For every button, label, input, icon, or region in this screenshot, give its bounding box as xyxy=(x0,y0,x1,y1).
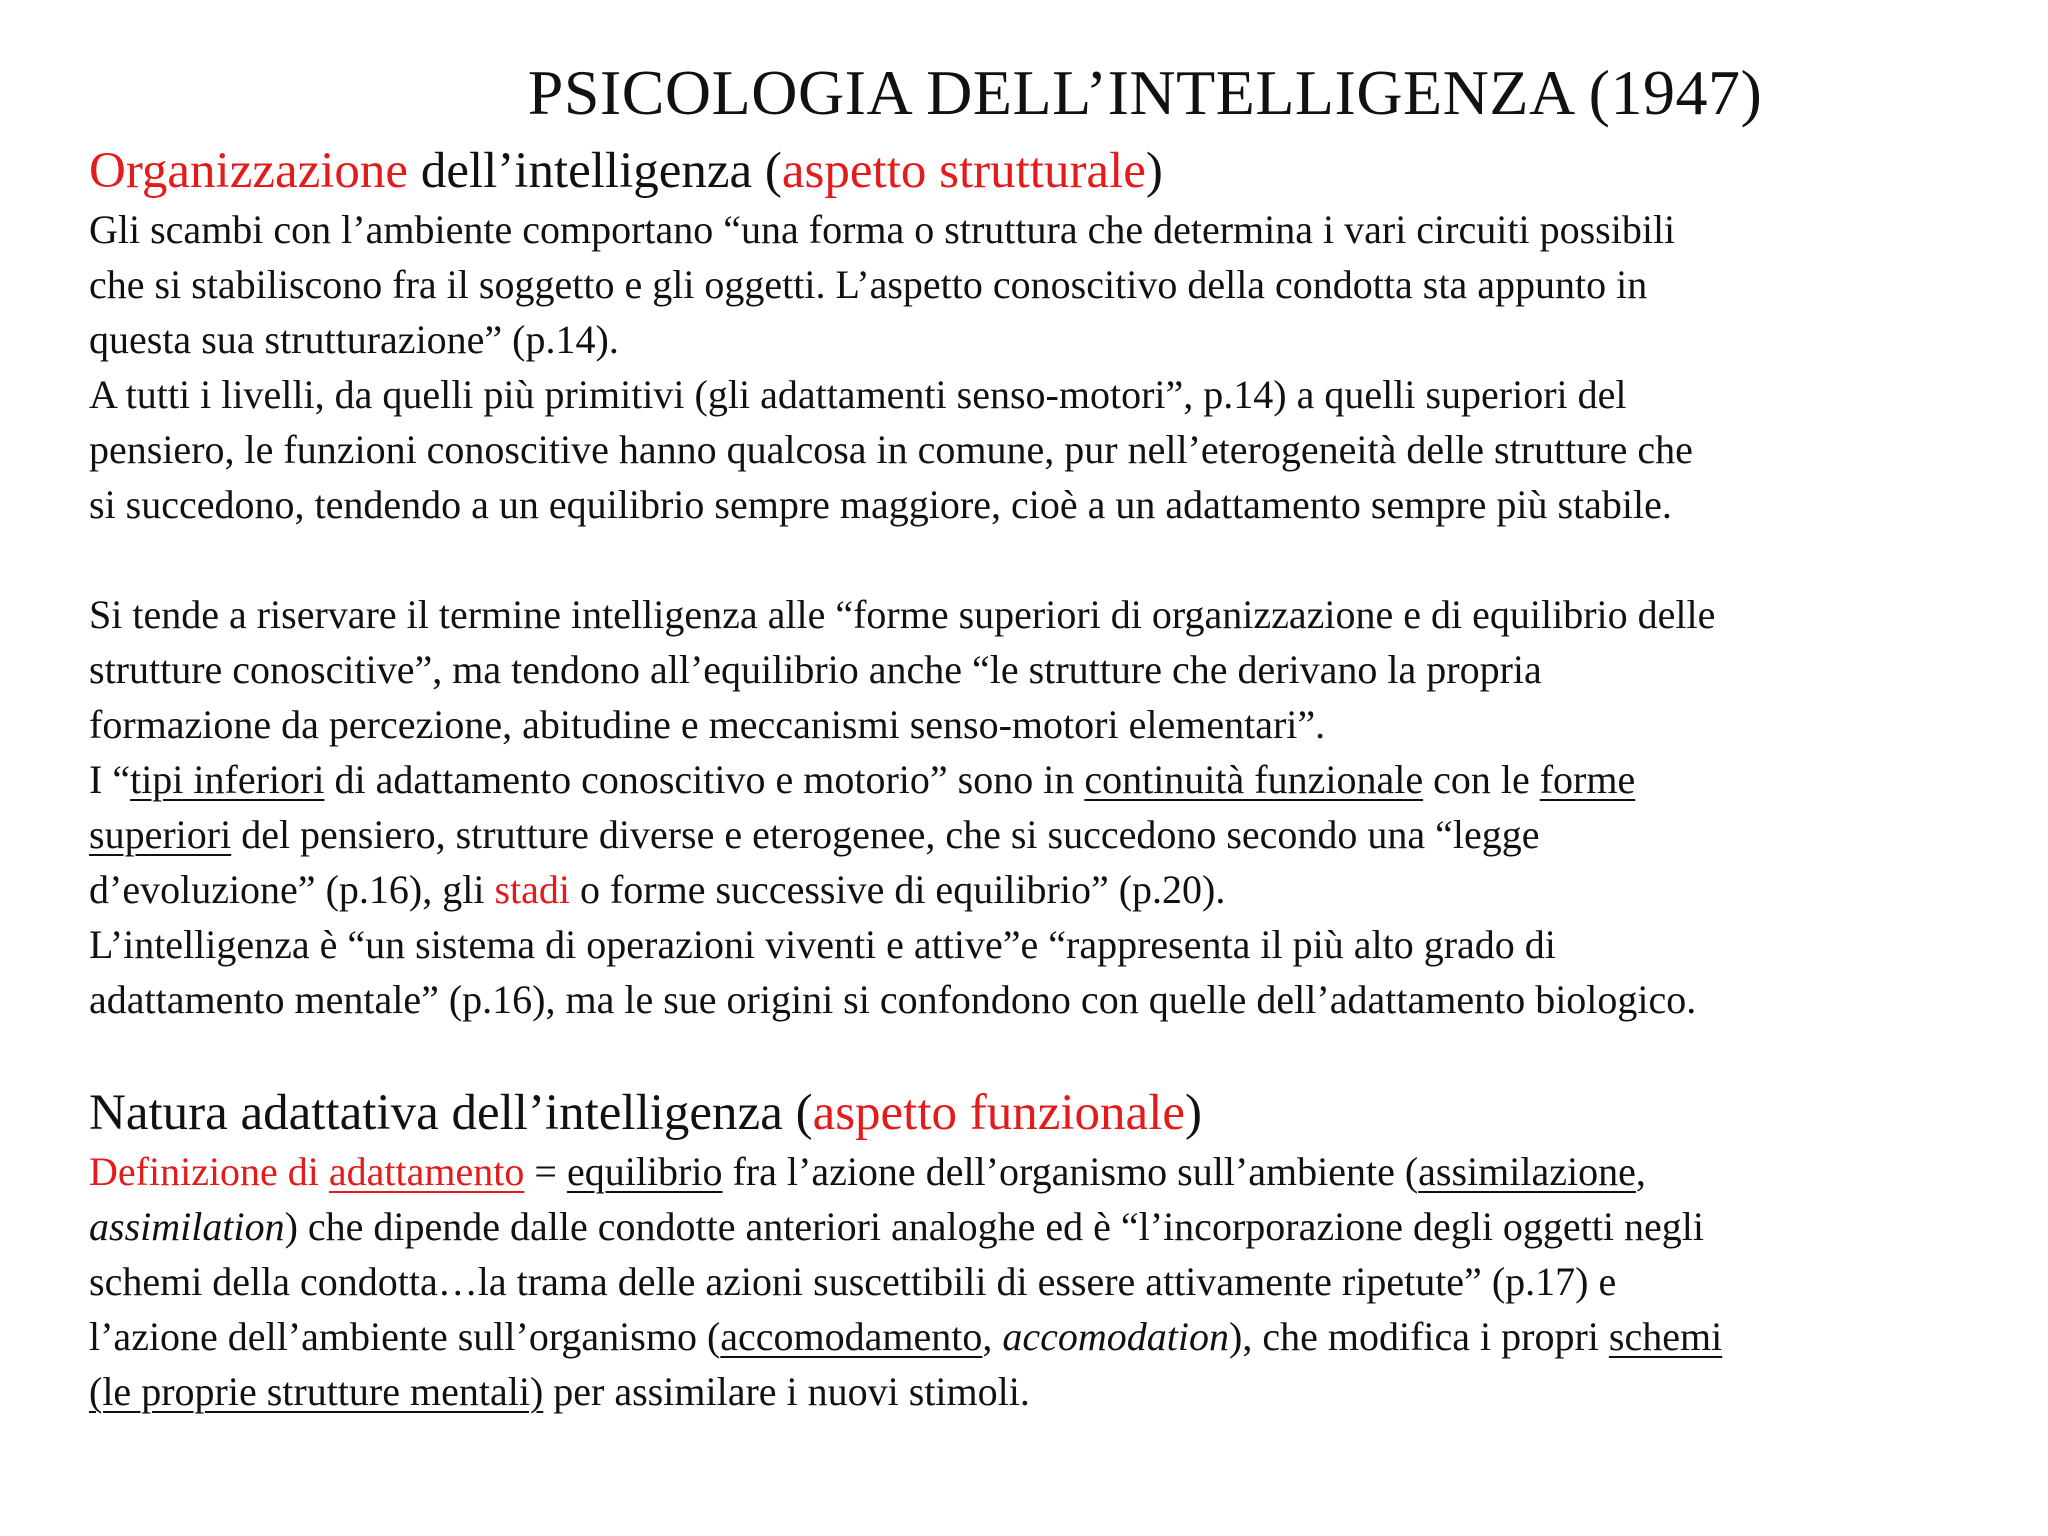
underlined-term-accomodamento: accomodamento xyxy=(720,1314,983,1359)
text-line xyxy=(89,1364,2009,1419)
text-line: questa sua strutturazione” (p.14). xyxy=(89,317,619,362)
section-2-body xyxy=(89,1144,2009,1419)
heading-text: Natura adattativa dell’intelligenza ( xyxy=(89,1085,813,1141)
text-fragment: , xyxy=(1635,1149,1646,1194)
text-fragment: = xyxy=(524,1149,567,1194)
text-fragment: , xyxy=(982,1314,1003,1359)
italic-term-accomodation: accomodation xyxy=(1002,1314,1230,1359)
text-line: L’intelligenza è “un sistema di operazioni viventi e attive”e “rappresenta il più alto grado di xyxy=(89,922,1556,967)
heading-keyword-organizzazione: Organizzazione xyxy=(89,143,409,199)
highlighted-term-stadi: stadi xyxy=(494,867,570,912)
text-fragment: d’evoluzione” (p.16), gli xyxy=(89,867,495,912)
heading-keyword-aspetto-funzionale: aspetto funzionale xyxy=(812,1085,1186,1141)
text-line: schemi della condotta…la trama delle azioni suscettibili di essere attivamente ripetute” (p.17) e xyxy=(89,1259,1617,1304)
heading-text: dell’intelligenza ( xyxy=(408,143,782,199)
paragraph-gap xyxy=(89,532,2009,587)
text-fragment: del pensiero, strutture diverse e eterogenee, che si succedono secondo una “legge xyxy=(231,812,1540,857)
section-1-heading xyxy=(89,140,2009,202)
text-fragment: ) che dipende dalle condotte anteriori analoghe ed è “l’incorporazione degli oggetti negli xyxy=(284,1204,1705,1249)
highlighted-term-adattamento: adattamento xyxy=(328,1149,525,1194)
underlined-term-continuita-funzionale: continuità funzionale xyxy=(1084,757,1424,802)
text-line: formazione da percezione, abitudine e meccanismi senso-motori elementari”. xyxy=(89,702,1326,747)
heading-text: ) xyxy=(1145,143,1163,199)
underlined-term-schemi: schemi xyxy=(1608,1314,1723,1359)
text-fragment: per assimilare i nuovi stimoli. xyxy=(543,1369,1030,1414)
text-line xyxy=(89,1309,2009,1364)
text-line: Gli scambi con l’ambiente comportano “una forma o struttura che determina i vari circuiti possibili xyxy=(89,207,1676,252)
text-fragment: di adattamento conoscitivo e motorio” sono in xyxy=(324,757,1085,802)
underlined-term-equilibrio: equilibrio xyxy=(566,1149,723,1194)
text-fragment: ), che modifica i propri xyxy=(1229,1314,1609,1359)
text-line xyxy=(89,807,2009,862)
paragraph-gap xyxy=(89,1027,2009,1082)
text-line: strutture conoscitive”, ma tendono all’equilibrio anche “le strutture che derivano la propria xyxy=(89,647,1542,692)
text-line: si succedono, tendendo a un equilibrio sempre maggiore, cioè a un adattamento sempre più stabile. xyxy=(89,482,1672,527)
underlined-term-strutture-mentali: (le proprie strutture mentali) xyxy=(89,1369,544,1414)
text-line xyxy=(89,1199,2009,1254)
text-fragment: fra l’azione dell’organismo sull’ambiente ( xyxy=(722,1149,1419,1194)
text-fragment: con le xyxy=(1423,757,1540,802)
text-line: adattamento mentale” (p.16), ma le sue origini si confondono con quelle dell’adattamento biologico. xyxy=(89,977,1697,1022)
text-fragment: l’azione dell’ambiente sull’organismo ( xyxy=(89,1314,721,1359)
text-fragment: I “ xyxy=(89,757,131,802)
section-2-heading xyxy=(89,1082,2009,1144)
text-line: che si stabiliscono fra il soggetto e gli oggetti. L’aspetto conoscitivo della condotta sta appunto in xyxy=(89,262,1648,307)
heading-text: ) xyxy=(1185,1085,1202,1141)
text-line xyxy=(89,862,2009,917)
text-line xyxy=(89,1144,2009,1199)
underlined-term-forme: forme xyxy=(1539,757,1636,802)
text-line: pensiero, le funzioni conoscitive hanno qualcosa in comune, pur nell’eterogeneità delle strutture che xyxy=(89,427,1693,472)
underlined-term-superiori: superiori xyxy=(89,812,232,857)
text-fragment: o forme successive di equilibrio” (p.20). xyxy=(569,867,1226,912)
underlined-term-tipi-inferiori: tipi inferiori xyxy=(130,757,325,802)
heading-keyword-aspetto-strutturale: aspetto strutturale xyxy=(781,143,1146,199)
italic-term-assimilation: assimilation xyxy=(89,1204,285,1249)
text-line: A tutti i livelli, da quelli più primitivi (gli adattamenti senso-motori”, p.14) a quelli superiori del xyxy=(89,372,1627,417)
text-line: Si tende a riservare il termine intelligenza alle “forme superiori di organizzazione e di equilibrio delle xyxy=(89,592,1716,637)
text-line xyxy=(89,752,2009,807)
slide-title: PSICOLOGIA DELL’INTELLIGENZA (1947) xyxy=(527,57,1763,128)
section-1-body xyxy=(89,202,2009,1082)
slide-content xyxy=(89,140,2009,1419)
underlined-term-assimilazione: assimilazione xyxy=(1418,1149,1636,1194)
highlighted-term-definizione: Definizione di xyxy=(89,1149,329,1194)
